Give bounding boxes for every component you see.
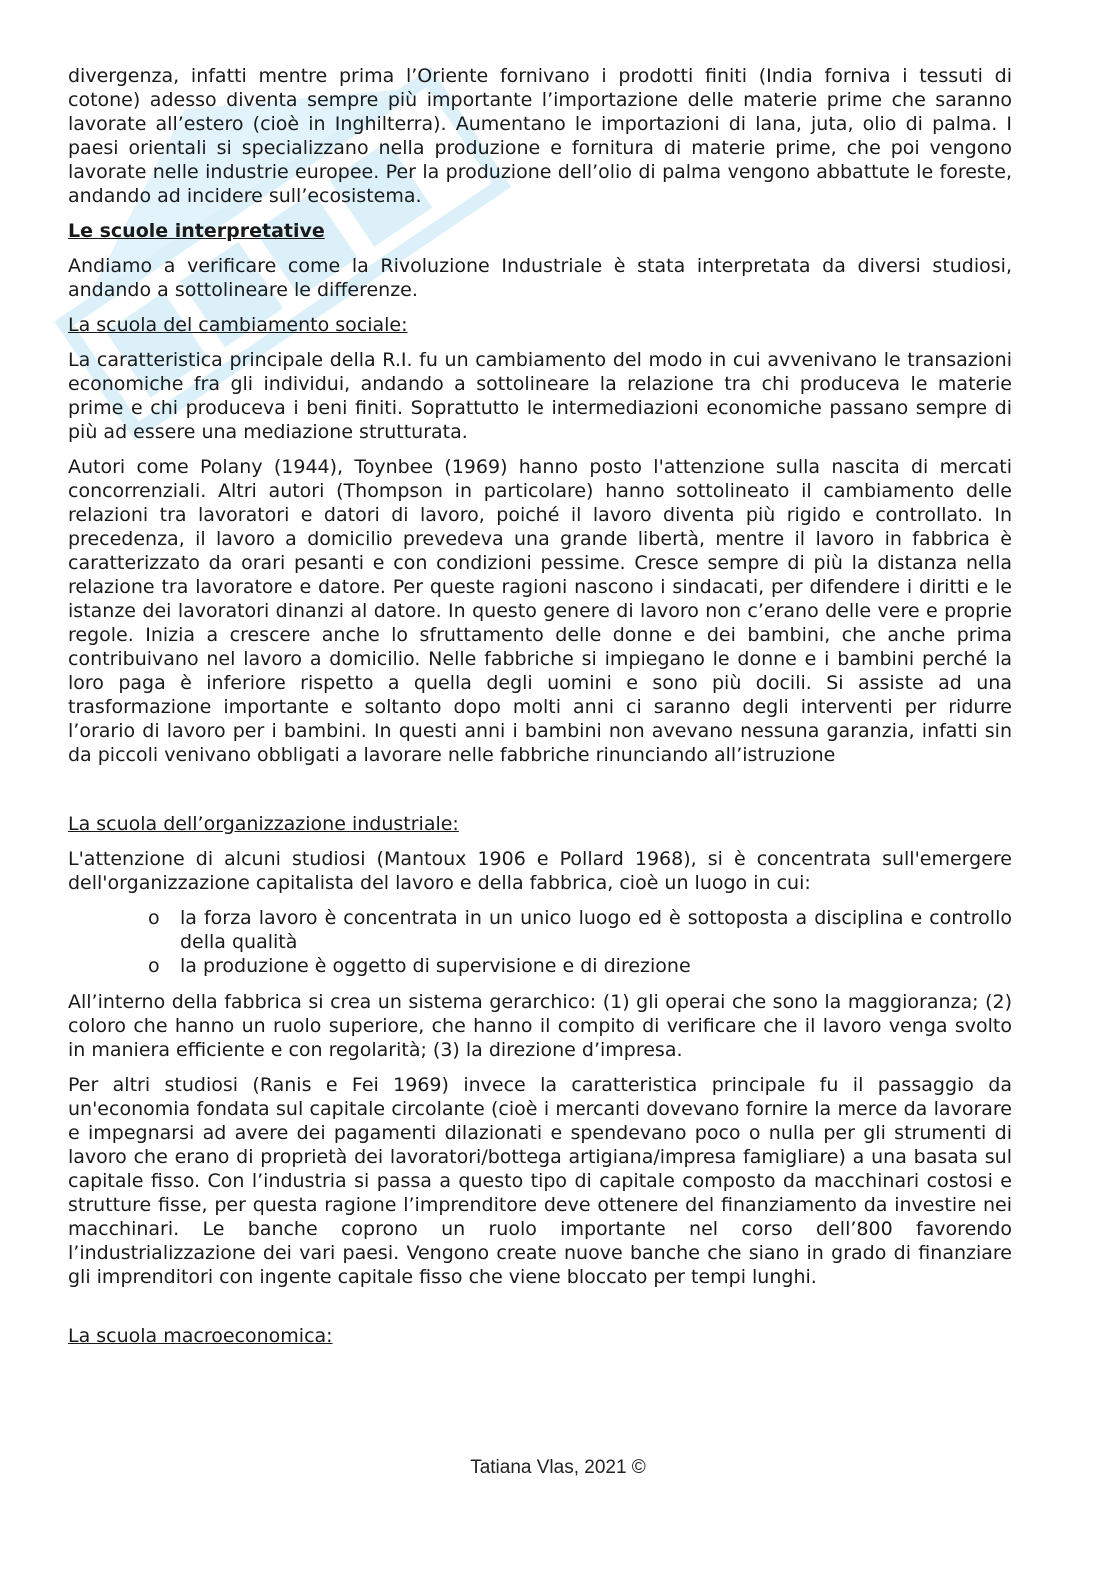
paragraph-autori: Autori come Polany (1944), Toynbee (1969) hanno posto l'attenzione sulla nascita di mercati concorrenziali. Altri autori (Thompson in particolare) hanno sottolineato il cambiamento delle relazioni tra lavoratori e datori di lavoro, poiché il lavoro diventa più rigido e controllato. In precedenza, il lavoro a domicilio prevedeva una grande libertà, mentre il lavoro in fabbrica è caratterizzato da orari pesanti e con condizioni pessime. Cresce sempre di più la distanza nella relazione tra lavoratore e datore. Per queste ragioni nascono i sindacati, per difendere i diritti e le istanze dei lavoratori dinanzi al datore. In questo genere di lavoro non c’erano delle vere e proprie regole. Inizia a crescere anche lo sfruttamento delle donne e dei bambini, che anche prima contribuivano nel lavoro a domicilio. Nelle fabbriche si impiegano le donne e i bambini perché la loro paga è inferiore rispetto a quella degli uomini e sono più docili. Si assiste ad una trasformazione importante e soltanto dopo molti anni ci saranno degli interventi per ridurre l’orario di lavoro per i bambini. In questi anni i bambini non avevano nessuna garanzia, infatti sin da piccoli venivano obbligati a lavorare nelle fabbriche rinunciando all’istruzione <box>68 456 1012 766</box>
page-footer: Tatiana Vlas, 2021 © <box>470 1457 646 1478</box>
list-item <box>68 954 1012 978</box>
spacer <box>68 778 1012 812</box>
spacer <box>68 1300 1012 1324</box>
paragraph-intro: divergenza, infatti mentre prima l’Oriente fornivano i prodotti finiti (India forniva i tessuti di cotone) adesso diventa sempre più importante l’importazione delle materie prime che saranno lavorate all’estero (cioè in Inghilterra). Aumentano le importazioni di lana, juta, olio di palma. I paesi orientali si specializzano nella produzione e fornitura di materie prime, che poi vengono lavorate nelle industrie europee. Per la produzione dell’olio di palma vengono abbattute le foreste, andando ad incidere sull’ecosistema. <box>68 65 1012 207</box>
subheading-organizzazione-industriale: La scuola dell’organizzazione industriale: <box>68 813 459 835</box>
paragraph-attenzione: L'attenzione di alcuni studiosi (Mantoux 1906 e Pollard 1968), si è concentrata sull'emergere dell'organizzazione capitalista del lavoro e della fabbrica, cioè un luogo in cui: <box>68 848 1012 894</box>
bullet-list <box>68 906 1012 978</box>
list-item-text: la produzione è oggetto di supervisione e di direzione <box>180 955 691 977</box>
subheading-cambiamento-sociale: La scuola del cambiamento sociale: <box>68 314 408 336</box>
bullet-icon: o <box>148 907 160 929</box>
section-heading-scuole-interpretative: Le scuole interpretative <box>68 220 325 242</box>
paragraph-andiamo: Andiamo a verificare come la Rivoluzione Industriale è stata interpretata da diversi studiosi, andando a sottolineare le differenze. <box>68 255 1012 301</box>
subheading-macroeconomica: La scuola macroeconomica: <box>68 1325 333 1347</box>
list-item <box>68 906 1012 954</box>
paragraph-altri-studiosi: Per altri studiosi (Ranis e Fei 1969) invece la caratteristica principale fu il passaggio da un'economia fondata sul capitale circolante (cioè i mercanti dovevano fornire la merce da lavorare e impegnarsi ad avere dei pagamenti dilazionati e spendevano poco o nulla per gli strumenti di lavoro che erano di proprietà dei lavoratori/bottega artigiana/impresa famigliare) a una basata sul capitale fisso. Con l’industria si passa a questo tipo di capitale composto da macchinari costosi e strutture fisse, per questa ragione l’imprenditore deve ottenere del finanziamento da investire nei macchinari. Le banche coprono un ruolo importante nel corso dell’800 favorendo l’industrializzazione dei vari paesi. Vengono create nuove banche che siano in grado di finanziare gli imprenditori con ingente capitale fisso che viene bloccato per tempi lunghi. <box>68 1074 1012 1288</box>
paragraph-interno: All’interno della fabbrica si crea un sistema gerarchico: (1) gli operai che sono la maggioranza; (2) coloro che hanno un ruolo superiore, che hanno il compito di verificare che il lavoro venga svolto in maniera efficiente e con regolarità; (3) la direzione d’impresa. <box>68 991 1012 1061</box>
list-item-text: la forza lavoro è concentrata in un unico luogo ed è sottoposta a disciplina e controllo della qualità <box>180 907 1012 953</box>
document-page <box>68 64 1012 1359</box>
bullet-icon: o <box>148 955 160 977</box>
paragraph-caratteristica: La caratteristica principale della R.I. fu un cambiamento del modo in cui avvenivano le transazioni economiche fra gli individui, andando a sottolineare la relazione tra chi produceva le materie prime e chi produceva i beni finiti. Soprattutto le intermediazioni economiche passano sempre di più ad essere una mediazione strutturata. <box>68 349 1012 443</box>
